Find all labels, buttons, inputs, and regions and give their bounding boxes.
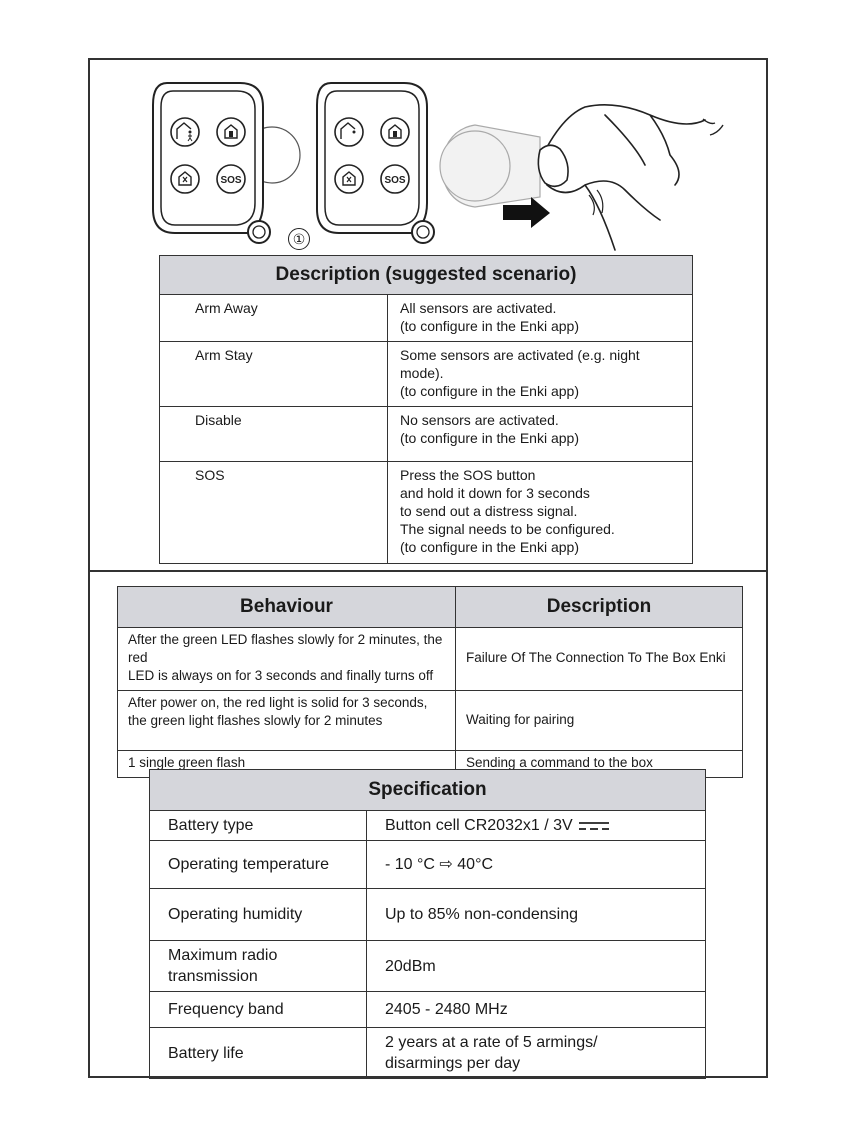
spec-row: [150, 841, 706, 889]
text-line: All sensors are activated.: [400, 300, 557, 316]
behaviour-header: Behaviour: [118, 587, 456, 628]
text-line: After power on, the red light is solid for 3 seconds,: [128, 695, 428, 710]
text-line: LED is always on for 3 seconds and finally turns off: [128, 668, 434, 683]
behaviour-description: Sending a command to the box: [456, 751, 743, 778]
text-line: After the green LED flashes slowly for 2 minutes, the red: [128, 632, 443, 665]
sos-button-label: SOS: [220, 175, 242, 186]
battery-tray: [440, 125, 540, 207]
behaviour-text: [118, 628, 456, 691]
hand-pushing-icon: [538, 105, 723, 250]
step-number-label: ①: [288, 228, 310, 250]
text-line: Battery life: [168, 1044, 244, 1062]
behaviour-table: [117, 586, 743, 778]
description-row: [160, 342, 693, 407]
description-row: [160, 295, 693, 342]
text-line: Frequency band: [168, 1001, 284, 1018]
spec-value: [367, 811, 706, 841]
spec-row: [150, 811, 706, 841]
scenario-description: [388, 462, 693, 564]
behaviour-description: Waiting for pairing: [456, 691, 743, 751]
text-line: Battery type: [168, 817, 254, 834]
text-line: (to configure in the Enki app): [400, 318, 579, 334]
text-line: Press the SOS button: [400, 467, 536, 483]
spec-row: [150, 941, 706, 992]
description-table: [159, 255, 693, 564]
spec-label: [150, 1028, 367, 1079]
behaviour-description-header: Description: [456, 587, 743, 628]
spec-value: [367, 992, 706, 1028]
spec-label: [150, 841, 367, 889]
remote-side-view: [317, 83, 434, 243]
scenario-name: Arm Away: [160, 295, 388, 342]
spec-value: [367, 841, 706, 889]
remote-battery-illustration: [145, 75, 735, 255]
scenario-description: [388, 342, 693, 407]
text-line: transmission: [168, 968, 258, 985]
remote-front-view: [153, 83, 300, 243]
text-line: 20dBm: [385, 957, 436, 975]
text-line: 2405 - 2480 MHz: [385, 1001, 508, 1018]
spec-label: [150, 941, 367, 992]
scenario-name: Disable: [160, 407, 388, 462]
specification-table: [149, 769, 706, 1079]
text-line: Button cell CR2032x1 / 3V: [385, 817, 573, 834]
text-line: the green light flashes slowly for 2 minutes: [128, 713, 383, 728]
text-line: to send out a distress signal.: [400, 503, 578, 519]
text-line: No sensors are activated.: [400, 412, 559, 428]
scenario-name: SOS: [160, 462, 388, 564]
behaviour-row: [118, 691, 743, 751]
spec-row: [150, 1028, 706, 1079]
text-line: 1 single green flash: [128, 755, 246, 770]
text-line: and hold it down for 3 seconds: [400, 485, 590, 501]
spec-row: [150, 992, 706, 1028]
text-line: 2 years at a rate of 5 armings/: [385, 1034, 598, 1051]
text-line: disarmings per day: [385, 1055, 521, 1072]
text-line: - 10 °C ⇨ 40°C: [385, 856, 494, 873]
section-divider: [90, 570, 766, 572]
behaviour-row: [118, 628, 743, 691]
text-line: (to configure in the Enki app): [400, 539, 579, 555]
behaviour-description: Failure Of The Connection To The Box Enki: [456, 628, 743, 691]
spec-label: [150, 889, 367, 941]
text-line: Maximum radio: [168, 947, 278, 964]
description-row: [160, 462, 693, 564]
text-line: The signal needs to be configured.: [400, 521, 615, 537]
spec-value: [367, 941, 706, 992]
description-table-title: Description (suggested scenario): [160, 256, 693, 295]
text-line: Operating humidity: [168, 906, 303, 923]
text-line: Some sensors are activated (e.g. night mode).: [400, 347, 640, 381]
text-line: Operating temperature: [168, 856, 329, 873]
specification-table-title: Specification: [150, 770, 706, 811]
text-line: Up to 85% non-condensing: [385, 906, 579, 923]
scenario-description: [388, 407, 693, 462]
svg-text:SOS: SOS: [384, 175, 406, 186]
spec-value: [367, 889, 706, 941]
spec-row: [150, 889, 706, 941]
spec-label: [150, 992, 367, 1028]
behaviour-text: [118, 691, 456, 751]
description-row: [160, 407, 693, 462]
text-line: (to configure in the Enki app): [400, 383, 579, 399]
spec-value: [367, 1028, 706, 1079]
dc-symbol-icon: [579, 821, 609, 831]
scenario-description: [388, 295, 693, 342]
text-line: (to configure in the Enki app): [400, 430, 579, 446]
spec-label: [150, 811, 367, 841]
scenario-name: Arm Stay: [160, 342, 388, 407]
